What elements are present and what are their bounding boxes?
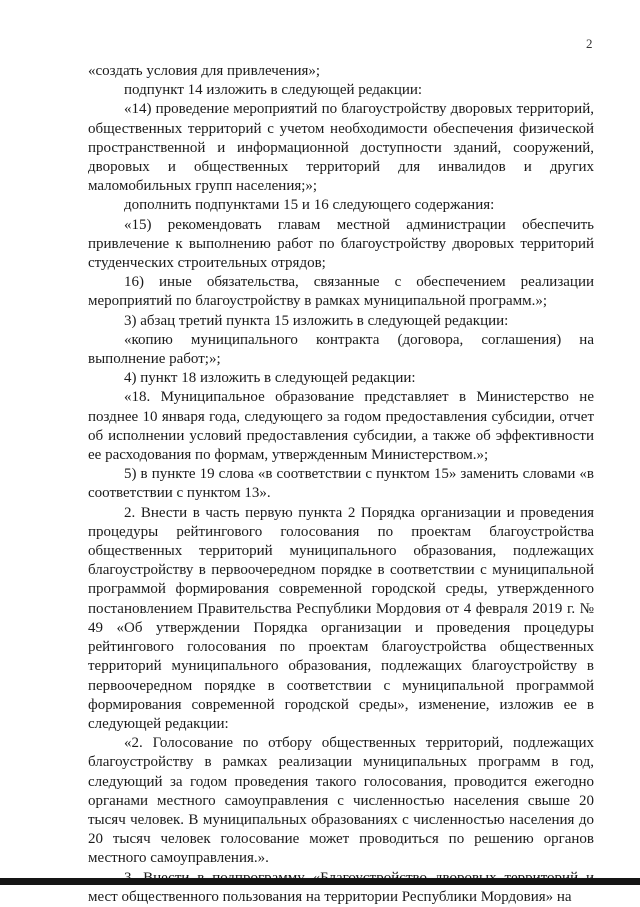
paragraph: 16) иные обязательства, связанные с обеспечением реализации мероприятий по благоустройству в рамках муниципальной программ.»; bbox=[88, 274, 594, 310]
paragraph: 2. Внести в часть первую пункта 2 Порядка организации и проведения процедуры рейтингового голосования по проектам благоустройства общественных территорий муниципального образования, подлежащих благоустройству в первоочередном порядке в соответствии с муниципальной программой формирования современной городской среды, утвержденного постановлением Правительства Республики Мордовия от 4 февраля 2019 г. № 49 «Об утверждении Порядка организации и проведения процедуры рейтингового голосования по проектам благоустройства общественных территорий муниципального образования, подлежащих благоустройству в первоочередном порядке в соответствии с муниципальной программой формирования современной городской среды», изменение, изложив ее в следующей редакции: bbox=[88, 504, 594, 732]
paragraph: «15) рекомендовать главам местной администрации обеспечить привлечение к выполнению работ по благоустройству дворовых территорий студенческих строительных отрядов; bbox=[88, 216, 594, 272]
paragraph: 5) в пункте 19 слова «в соответствии с пунктом 15» заменить словами «в соответствии с пунктом 13». bbox=[88, 466, 594, 502]
paragraph: «копию муниципального контракта (договора, соглашения) на выполнение работ;»; bbox=[88, 331, 594, 368]
paragraph: подпункт 14 изложить в следующей редакции: bbox=[124, 82, 423, 99]
scan-edge-bar bbox=[0, 878, 640, 885]
page-number: 2 bbox=[586, 36, 593, 51]
paragraph: «создать условия для привлечения»; bbox=[88, 63, 321, 79]
paragraph: «18. Муниципальное образование представляет в Министерство не позднее 10 января года, следующего за годом предоставления субсидии, отчет об исполнении условий предоставления субсидии, а также об эффективности ее расходования по формам, утвержденным Министерством.»; bbox=[88, 389, 594, 464]
paragraph: дополнить подпунктами 15 и 16 следующего содержания: bbox=[124, 197, 495, 214]
paragraph: «14) проведение мероприятий по благоустройству дворовых территорий, общественных территорий с учетом необходимости обеспечения физической пространственной и информационной доступности зданий, сооружений, дворовых и общественных территорий для инвалидов и других маломобильных групп населения;»; bbox=[88, 101, 594, 195]
document-body bbox=[88, 62, 594, 907]
paragraph: 4) пункт 18 изложить в следующей редакции: bbox=[124, 370, 416, 387]
paragraph: мест общественного пользования на территории Республики Мордовия» на bbox=[88, 888, 572, 905]
paragraph: 3) абзац третий пункта 15 изложить в следующей редакции: bbox=[124, 312, 509, 329]
paragraph: «2. Голосование по отбору общественных территорий, подлежащих благоустройству в рамках реализации муниципальных программ в год, следующий за годом проведения такого голосования, проводится ежегодно органами местного самоуправления с численностью населения свыше 20 тысяч человек. В муниципальных образованиях с численностью населения до 20 тысяч человек голосование может проводиться по решению органов местного самоуправления.». bbox=[88, 735, 594, 867]
